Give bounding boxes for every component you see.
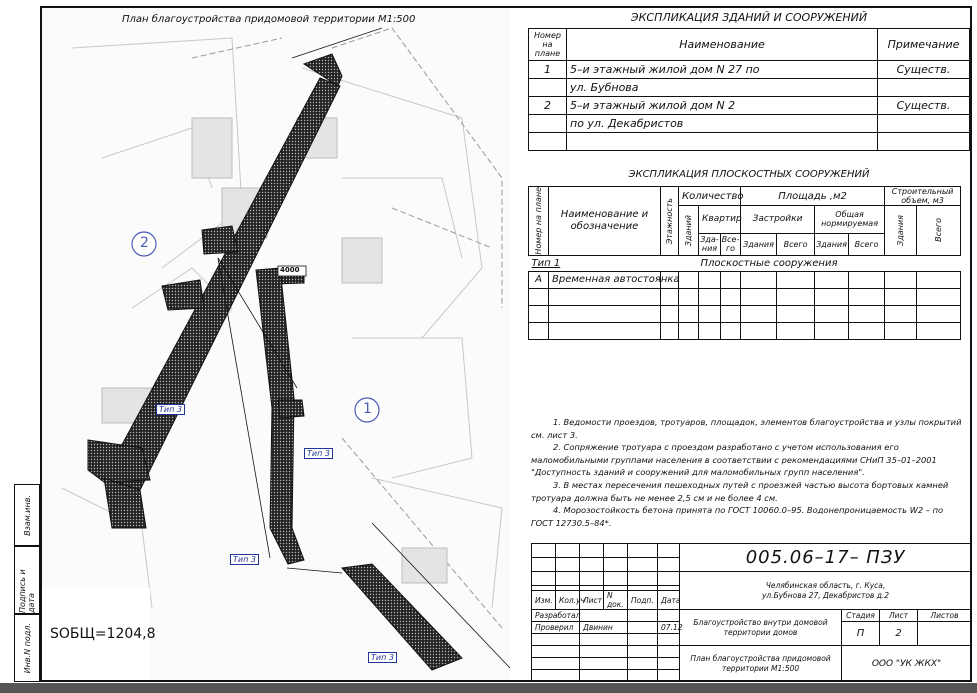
building-2-name: 5–и этажный жилой дом N 2	[567, 97, 878, 115]
stamp-stage-header: Стадия	[842, 610, 880, 622]
planar-col-n-all: Всего	[849, 233, 885, 255]
planar-col-number-label: Номер на плане	[534, 187, 543, 255]
side-podp-label: Подпись и дата	[18, 569, 36, 613]
note-3: 3. В местах пересечения пешеходных путей с проезжей частью высота бортовых камней тротуара должна быть не менее 2,5 см и не более 4 см.	[531, 479, 949, 503]
bottom-bar	[0, 683, 977, 693]
house-1-marker: 1	[363, 401, 372, 417]
building-2-number: 2	[529, 97, 567, 115]
planar-col-apts: Квартир	[699, 206, 741, 234]
planar-col-norm: Общая нормируемая	[815, 206, 885, 234]
address-line-2: ул.Бубнова 27, Декабристов д.2	[761, 590, 890, 600]
stamp-col-izm: Изм.	[532, 591, 556, 610]
doc-code: 005.06–17– ПЗУ	[680, 544, 972, 572]
stamp-col-list: Лист	[580, 591, 604, 610]
planar-col-buildings-label: Зданий	[684, 214, 693, 246]
stamp-col-podp: Подп.	[628, 591, 658, 610]
col-note-header: Примечание	[878, 29, 970, 61]
planar-col-vall	[917, 206, 961, 256]
stamp-sheet-header: Лист	[880, 610, 918, 622]
stamp-date-value: 07.12	[658, 622, 680, 634]
stamp-sheet: 2	[880, 622, 918, 646]
company-name: ООО "УК ЖКХ"	[842, 646, 972, 682]
address-line-1: Челябинская область, г. Куса,	[765, 580, 886, 590]
building-1-name: 5–и этажный жилой дом N 27 по	[567, 61, 878, 79]
planar-col-number	[529, 187, 549, 256]
title-block	[531, 543, 972, 682]
planar-col-built: Застройки	[741, 206, 815, 234]
planar-col-apts-bld: Зда-ния	[700, 235, 719, 254]
plan-title: План благоустройства придомовой территории М1:500	[122, 14, 416, 25]
planar-col-area: Площадь ,м2	[741, 187, 885, 206]
side-vzam-cell	[14, 484, 40, 546]
planar-col-b-bld: Здания	[741, 233, 777, 255]
planar-type-cell	[529, 255, 661, 271]
address-cell	[680, 572, 972, 610]
stamp-sheets-header: Листов	[918, 610, 972, 622]
type3-label-b: Тип 3	[304, 448, 333, 459]
house-2-marker: 2	[140, 235, 149, 251]
stamp-col-ndok: N док.	[604, 591, 628, 610]
planar-col-b-all: Всего	[777, 233, 815, 255]
side-podp-cell	[14, 546, 40, 614]
buildings-table-title: ЭКСПЛИКАЦИЯ ЗДАНИЙ И СООРУЖЕНИЙ	[630, 11, 868, 24]
drawing-title: План благоустройства придомовой территории М1:500	[680, 646, 842, 682]
stamp-col-kol: Кол.уч	[556, 591, 580, 610]
stamp-checker-name: Двинин	[580, 622, 628, 634]
col-number-header: Номер на плане	[529, 29, 567, 61]
planar-col-vbld	[885, 206, 917, 256]
col-name-header: Наименование	[567, 29, 878, 61]
planar-row-a-name: Временная автостоянка	[549, 271, 661, 288]
building-1-name-cont: ул. Бубнова	[567, 79, 878, 97]
side-vzam-label: Взам.инв.	[22, 494, 32, 536]
planar-col-floors-label: Этажность	[665, 197, 674, 244]
stamp-developed: Разработал	[532, 610, 580, 622]
site-plan	[42, 8, 510, 680]
planar-col-n-bld: Здания	[815, 233, 849, 255]
type3-label-d: Тип 3	[368, 652, 397, 663]
planar-col-apts-all: Все-го	[721, 235, 740, 254]
note-4: 4. Морозостойкость бетона принята по ГОСТ 10060.0–95. Водонепроницаемость W2 – по ГОСТ 12730.5–84*.	[531, 505, 944, 528]
planar-col-buildings	[679, 206, 699, 256]
type3-label-c: Тип 3	[230, 554, 259, 565]
building-2-name-cont: по ул. Декабристов	[567, 115, 878, 133]
side-inv-cell	[14, 614, 40, 682]
project-title: Благоустройство внутри домовой территории домов	[680, 610, 842, 646]
stamp-col-date: Дата	[658, 591, 680, 610]
planar-col-name: Наименование и обозначение	[549, 187, 661, 256]
planar-table	[528, 186, 961, 340]
planar-col-vall-label: Всего	[934, 218, 944, 243]
buildings-table	[528, 28, 970, 151]
building-1-note: Существ.	[878, 61, 970, 79]
stamp-stage: П	[842, 622, 880, 646]
building-2-note: Существ.	[878, 97, 970, 115]
stamp-checked: Проверил	[532, 622, 580, 634]
dim-4000-label: 4000	[280, 266, 300, 274]
note-1: 1. Ведомости проездов, тротуаров, площадок, элементов благоустройства и узлы покрытий см. лист 3.	[531, 417, 962, 440]
planar-col-volume: Строительный объем, м3	[885, 187, 961, 206]
planar-col-qty: Количество	[679, 187, 741, 206]
type3-label-a: Тип 3	[156, 404, 185, 415]
planar-row-a-num: А	[529, 271, 549, 288]
total-area-label: SОБЩ=1204,8	[50, 626, 156, 642]
side-inv-label: Инв.N подл.	[22, 622, 32, 674]
building-1-number: 1	[529, 61, 567, 79]
planar-table-title: ЭКСПЛИКАЦИЯ ПЛОСКОСТНЫХ СООРУЖЕНИЙ	[628, 169, 870, 180]
site-plan-drawing	[42, 8, 510, 680]
planar-type-desc: Плоскостные сооружения	[661, 255, 961, 271]
planar-type-label: Тип 1	[531, 257, 561, 269]
general-notes	[531, 416, 967, 529]
planar-col-vbld-label: Здания	[896, 214, 906, 246]
planar-col-floors	[661, 187, 679, 256]
note-2: 2. Сопряжение тротуара с проездом разработано с учетом использования его маломобильными группами населения в соответствии с рекомендациями СНиП 35–01–2001 "Доступность зданий и сооружений для маломобильных групп населения".	[531, 442, 937, 478]
